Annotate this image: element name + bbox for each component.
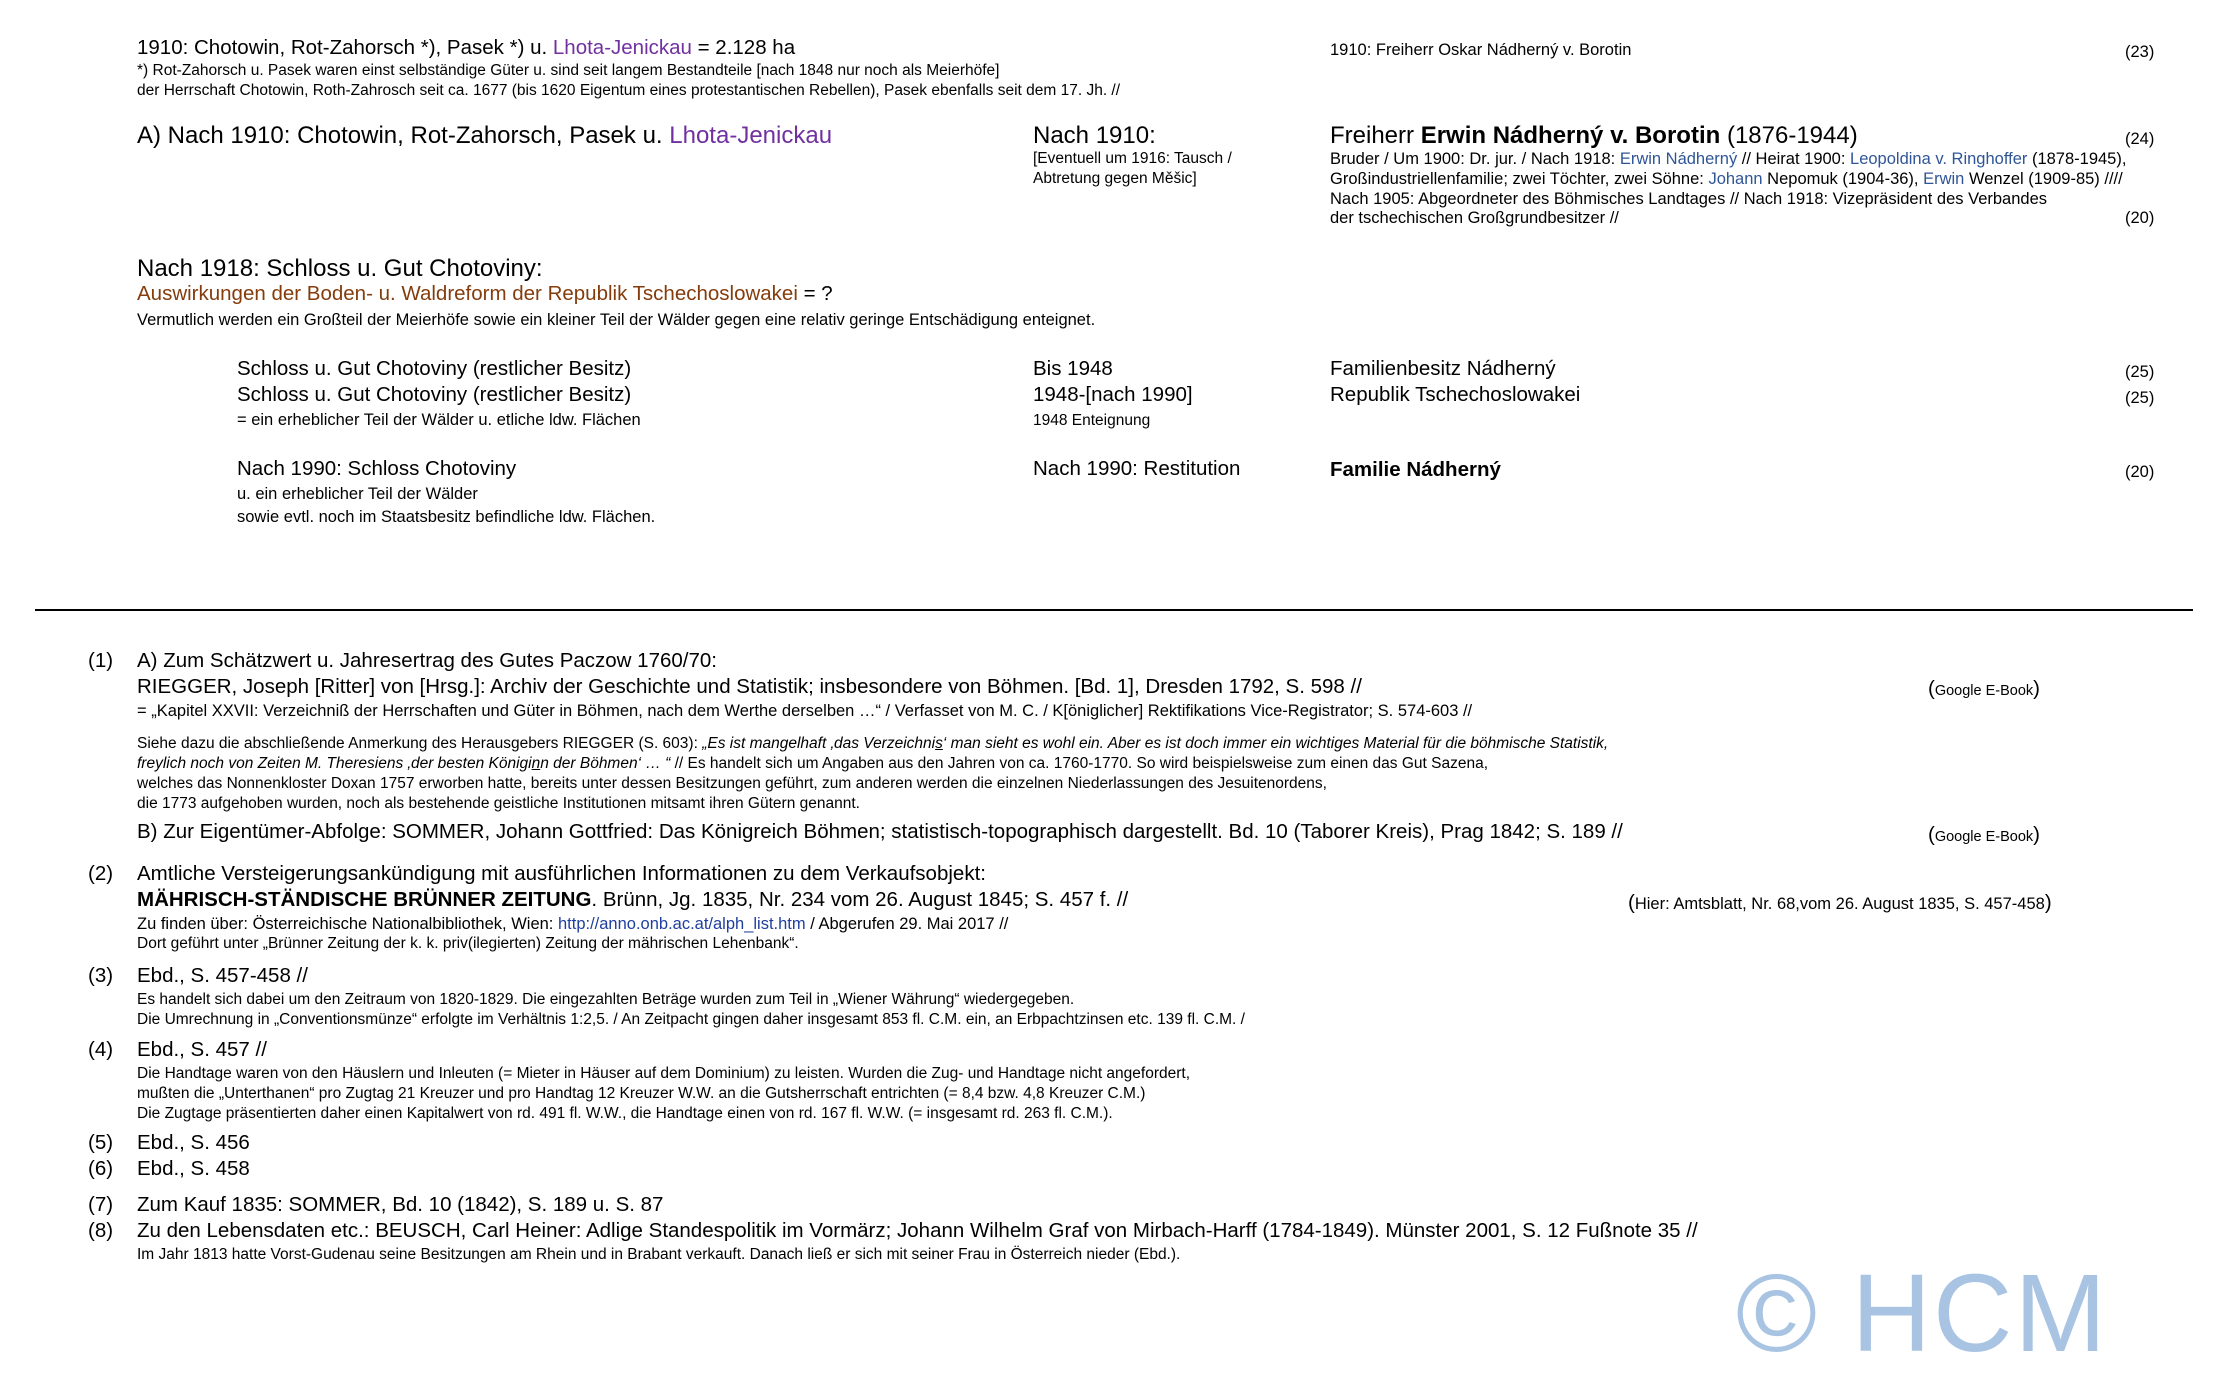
footnote-4-line2: mußten die „Unterthanen“ pro Zugtag 21 Kreuzer und pro Handtag 12 Kreuzer W.W. an die Gutsherrschaft entrichten (= 8,4 bzw. 4,8 Kreuzer C.M.)	[137, 1085, 1146, 1102]
rest-row2-mid: 1948-[nach 1990]	[1033, 383, 1193, 406]
footnote-1-sub1: Siehe dazu die abschließende Anmerkung des Herausgebers RIEGGER (S. 603): „Es ist mangelhaft ‚das Verzeichnis‘ man sieht es wohl ein. Aber es ist doch immer ein wichtiges Material für die böhmische Statistik,	[137, 735, 1609, 752]
anno-onb-link[interactable]: http://anno.onb.ac.at/alph_list.htm	[557, 915, 806, 933]
link-erwin-nadherny[interactable]: Erwin Nádherný	[1619, 150, 1738, 168]
link-lhota-jenickau-2[interactable]: Lhota-Jenickau	[669, 122, 833, 149]
rest-row3-mid: 1948 Enteignung	[1033, 412, 1151, 429]
footnote-1-b: B) Zur Eigentümer-Abfolge: SOMMER, Johann Gottfried: Das Königreich Böhmen; statistisch-topographisch dargestellt. Bd. 10 (Taborer Kreis), Prag 1842; S. 189 //	[137, 820, 1623, 843]
footnote-3-line2: Die Umrechnung in „Conventionsmünze“ erfolgte im Verhältnis 1:2,5. / An Zeitpacht gingen daher insgesamt 853 fl. C.M. ein, an Erbpachtzinsen etc. 139 fl. C.M. /	[137, 1011, 1245, 1028]
footnote-1-title: A) Zum Schätzwert u. Jahresertrag des Gutes Paczow 1760/70:	[137, 649, 717, 672]
footnote-6-number: (6)	[88, 1157, 114, 1180]
nach-1990-mid: Nach 1990: Restitution	[1033, 457, 1241, 480]
footnote-7-number: (7)	[88, 1193, 114, 1216]
footnote-2-number: (2)	[88, 862, 114, 885]
footnote-4-line1: Die Handtage waren von den Häuslern und Inleuten (= Mieter in Häuser auf dem Dominium) zu leisten. Wurden die Zug- und Handtage nicht angefordert,	[137, 1065, 1191, 1082]
footnote-1-line1: RIEGGER, Joseph [Ritter] von [Hrsg.]: Archiv der Geschichte und Statistik; insbesondere von Böhmen. [Bd. 1], Dresden 1792, S. 598 //	[137, 675, 1362, 698]
footnote-separator	[35, 609, 2193, 611]
ref-20-b: (20)	[2125, 463, 2155, 481]
bio-line-1: Bruder / Um 1900: Dr. jur. / Nach 1918: Erwin Nádherný // Heirat 1900: Leopoldina v. Ringhoffer (1878-1945),	[1330, 150, 2127, 168]
footnote-4-line3: Die Zugtage präsentierten daher einen Kapitalwert von rd. 491 fl. W.W., die Handtage einen von rd. 167 fl. W.W. (= insgesamt rd. 263 fl. C.M.).	[137, 1105, 1113, 1122]
date-nach-1910: Nach 1910:	[1033, 122, 1156, 149]
footnote-5-number: (5)	[88, 1131, 114, 1154]
footnote-2-find: Zu finden über: Österreichische Nationalbibliothek, Wien: http://anno.onb.ac.at/alph_list.htm / Abgerufen 29. Mai 2017 //	[137, 915, 1009, 933]
footnote-1-b-src: (Google E-Book)	[1928, 823, 2040, 846]
nach-1990-left: Nach 1990: Schloss Chotoviny	[237, 457, 517, 480]
link-erwin[interactable]: Erwin	[1923, 170, 1965, 188]
heading-nach-1918: Nach 1918: Schloss u. Gut Chotoviny:	[137, 255, 543, 282]
owner-erwin: Freiherr Erwin Nádherný v. Borotin (1876-1944)	[1330, 122, 1858, 149]
heading-a-nach-1910: A) Nach 1910: Chotowin, Rot-Zahorsch, Pasek u. Lhota-Jenickau	[137, 122, 833, 149]
rest-row1-right: Familienbesitz Nádherný	[1330, 357, 1556, 380]
google-ebook-link[interactable]: Google E-Book	[1934, 683, 2034, 699]
footnote-8-line1: Im Jahr 1813 hatte Vorst-Gudenau seine Besitzungen am Rhein und in Brabant verkauft. Danach ließ er sich mit seiner Frau in Österreich nieder (Ebd.).	[137, 1246, 1181, 1263]
link-leopoldina[interactable]: Leopoldina v. Ringhoffer	[1850, 150, 2028, 168]
link-lhota-jenickau[interactable]: Lhota-Jenickau	[552, 36, 692, 59]
footnote-2-sub: Dort geführt unter „Brünner Zeitung der k. k. priv(ilegierten) Zeitung der mährischen Lehenbank“.	[137, 935, 799, 952]
nach-1990-left3: sowie evtl. noch im Staatsbesitz befindliche ldw. Flächen.	[237, 508, 656, 526]
ref-20: (20)	[2125, 209, 2155, 227]
google-ebook-link-2[interactable]: Google E-Book	[1934, 829, 2034, 845]
rest-row2-right: Republik Tschechoslowakei	[1330, 383, 1581, 406]
footnote-3-line1: Es handelt sich dabei um den Zeitraum von 1820-1829. Die eingezahlten Beträge wurden zum Teil in „Wiener Währung“ wiedergegeben.	[137, 991, 1075, 1008]
ref-23: (23)	[2125, 43, 2155, 61]
footnote-8-number: (8)	[88, 1219, 114, 1242]
footnote-2-here: (Hier: Amtsblatt, Nr. 68,vom 26. August 1835, S. 457-458)	[1628, 891, 2052, 914]
footnote-6-title: Ebd., S. 458	[137, 1157, 250, 1180]
copyright-watermark: © HCM	[1736, 1252, 2109, 1375]
bio-line-3: Nach 1905: Abgeordneter des Böhmisches Landtages // Nach 1918: Vizepräsident des Verbandes	[1330, 190, 2048, 208]
footnote-7-title: Zum Kauf 1835: SOMMER, Bd. 10 (1842), S. 189 u. S. 87	[137, 1193, 664, 1216]
footnote-3-number: (3)	[88, 964, 114, 987]
footnote-1-sub4: die 1773 aufgehoben wurden, noch als bestehende geistliche Institutionen mitsamt ihren Gütern genannt.	[137, 795, 860, 812]
reform-text: Vermutlich werden ein Großteil der Meierhöfe sowie ein kleiner Teil der Wälder gegen eine relativ geringe Entschädigung enteignet.	[137, 311, 1096, 329]
footnote-1-line2: = „Kapitel XXVII: Verzeichniß der Herrschaften und Güter in Böhmen, nach dem Werthe derselben …“ / Verfasset von M. C. / K[öniglicher] Rektifikations Vice-Registrator; S. 574-603 //	[137, 702, 1473, 720]
heading-1910: 1910: Chotowin, Rot-Zahorsch *), Pasek *) u. Lhota-Jenickau = 2.128 ha	[137, 36, 796, 59]
rest-row1-mid: Bis 1948	[1033, 357, 1113, 380]
footnote-2-title: Amtliche Versteigerungsankündigung mit ausführlichen Informationen zu dem Verkaufsobjekt:	[137, 862, 986, 885]
link-johann[interactable]: Johann	[1708, 170, 1763, 188]
reform-subtitle: Auswirkungen der Boden- u. Waldreform der Republik Tschechoslowakei = ?	[137, 282, 833, 305]
note-1910-line2: der Herrschaft Chotowin, Roth-Zahrosch seit ca. 1677 (bis 1620 Eigentum eines protestantischen Rebellen), Pasek ebenfalls seit dem 17. Jh. //	[137, 82, 1121, 99]
footnote-3-title: Ebd., S. 457-458 //	[137, 964, 308, 987]
footnote-4-number: (4)	[88, 1038, 114, 1061]
nach-1990-left2: u. ein erheblicher Teil der Wälder	[237, 485, 478, 503]
rest-row3-left: = ein erheblicher Teil der Wälder u. etliche ldw. Flächen	[237, 411, 641, 429]
footnote-1-src: (Google E-Book)	[1928, 677, 2040, 700]
footnote-1-sub2: freylich noch von Zeiten M. Theresiens ‚der besten Königinn der Böhmen‘ … “ // Es handelt sich um Angaben aus den Jahren von ca. 1760-1770. So wird beispielsweise zum einen das Gut Sazena,	[137, 755, 1489, 772]
ref-25-b: (25)	[2125, 389, 2155, 407]
date-note-2: Abtretung gegen Měšic]	[1033, 170, 1197, 187]
nach-1990-right: Familie Nádherný	[1330, 458, 1501, 481]
footnote-2-source: MÄHRISCH-STÄNDISCHE BRÜNNER ZEITUNG. Brünn, Jg. 1835, Nr. 234 vom 26. August 1845; S. 457 f. //	[137, 888, 1129, 911]
ref-25-a: (25)	[2125, 363, 2155, 381]
note-1910-line1: *) Rot-Zahorsch u. Pasek waren einst selbständige Güter u. sind seit langem Bestandteile [nach 1848 nur noch als Meierhöfe]	[137, 62, 1000, 79]
footnote-5-title: Ebd., S. 456	[137, 1131, 250, 1154]
footnote-8-title: Zu den Lebensdaten etc.: BEUSCH, Carl Heiner: Adlige Standespolitik im Vormärz; Johann Wilhelm Graf von Mirbach-Harff (1784-1849). Münster 2001, S. 12 Fußnote 35 //	[137, 1219, 1698, 1242]
rest-row1-left: Schloss u. Gut Chotoviny (restlicher Besitz)	[237, 357, 632, 380]
owner-1910: 1910: Freiherr Oskar Nádherný v. Borotin	[1330, 41, 1632, 59]
date-note-1: [Eventuell um 1916: Tausch /	[1033, 150, 1232, 167]
bio-line-2: Großindustriellenfamilie; zwei Töchter, zwei Söhne: Johann Nepomuk (1904-36), Erwin Wenzel (1909-85) ////	[1330, 170, 2123, 188]
ref-24: (24)	[2125, 130, 2155, 148]
bio-line-4: der tschechischen Großgrundbesitzer //	[1330, 209, 1619, 227]
rest-row2-left: Schloss u. Gut Chotoviny (restlicher Besitz)	[237, 383, 632, 406]
footnote-1-sub3: welches das Nonnenkloster Doxan 1757 erworben hatte, bereits unter dessen Besitzungen geführt, zum anderen werden die einzelnen Niederlassungen des Jesuitenordens,	[137, 775, 1327, 792]
footnote-4-title: Ebd., S. 457 //	[137, 1038, 267, 1061]
footnote-1-number: (1)	[88, 649, 114, 672]
